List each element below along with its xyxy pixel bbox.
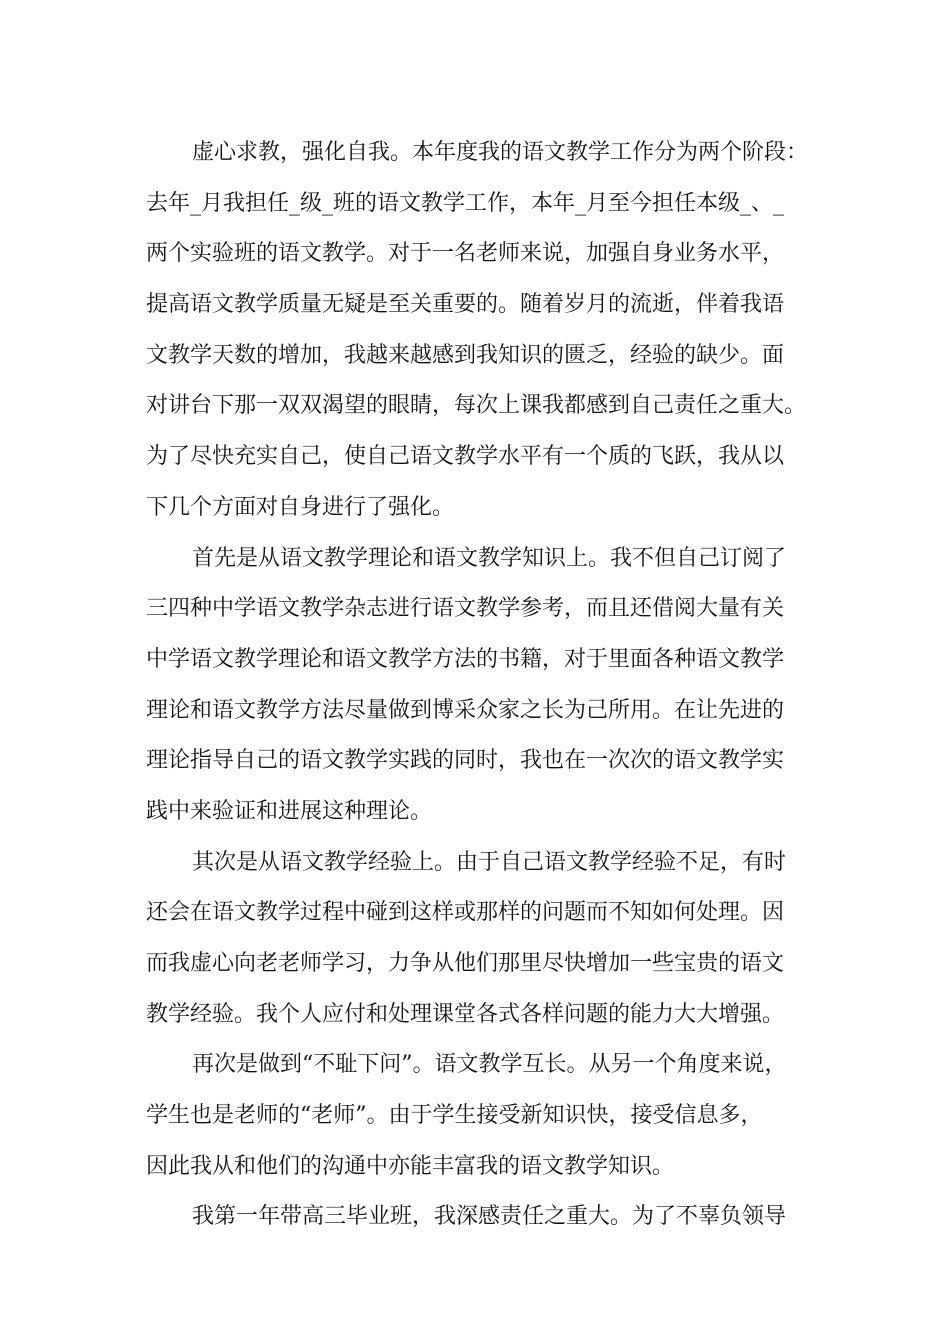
text-line: 两个实验班的语文教学。对于一名老师来说，加强自身业务水平，: [146, 241, 785, 267]
text-line: 对讲台下那一双双渴望的眼睛，每次上课我都感到自己责任之重大。: [146, 393, 807, 419]
text-line: 践中来验证和进展这种理论。: [146, 798, 433, 824]
text-line: 文教学天数的增加，我越来越感到我知识的匮乏，经验的缺少。面: [146, 342, 785, 368]
text-line: 去年_月我担任_级_班的语文教学工作，本年_月至今担任本级_、_: [146, 190, 785, 216]
text-line: 提高语文教学质量无疑是至关重要的。随着岁月的流逝，伴着我语: [146, 292, 785, 318]
text-line: 其次是从语文教学经验上。由于自己语文教学经验不足，有时: [192, 849, 787, 875]
text-line: 还会在语文教学过程中碰到这样或那样的问题而不知如何处理。因: [146, 900, 785, 926]
text-line: 我第一年带高三毕业班，我深感责任之重大。为了不辜负领导: [192, 1204, 787, 1230]
text-line: 三四种中学语文教学杂志进行语文教学参考，而且还借阅大量有关: [146, 596, 785, 622]
text-line: 理论指导自己的语文教学实践的同时，我也在一次次的语文教学实: [146, 748, 785, 774]
text-line: 而我虚心向老老师学习，力争从他们那里尽快增加一些宝贵的语文: [146, 951, 785, 976]
text-line: 教学经验。我个人应付和处理课堂各式各样问题的能力大大增强。: [146, 1001, 785, 1027]
text-line: 因此我从和他们的沟通中亦能丰富我的语文教学知识。: [146, 1153, 675, 1179]
text-line: 再次是做到“不耻下问”。语文教学互长。从另一个角度来说，: [192, 1052, 787, 1078]
text-line: 下几个方面对自身进行了强化。: [146, 494, 455, 520]
text-line: 中学语文教学理论和语文教学方法的书籍，对于里面各种语文教学: [146, 646, 785, 672]
text-line: 虚心求教，强化自我。本年度我的语文教学工作分为两个阶段：: [192, 140, 809, 165]
text-line: 首先是从语文教学理论和语文教学知识上。我不但自己订阅了: [192, 545, 787, 571]
document-body: [146, 128, 826, 1243]
text-line: 为了尽快充实自己，使自己语文教学水平有一个质的飞跃，我从以: [146, 444, 785, 470]
text-line: 理论和语文教学方法尽量做到博采众家之长为己所用。在让先进的: [146, 697, 785, 723]
text-line: 学生也是老师的“老师”。由于学生接受新知识快，接受信息多，: [146, 1103, 763, 1129]
